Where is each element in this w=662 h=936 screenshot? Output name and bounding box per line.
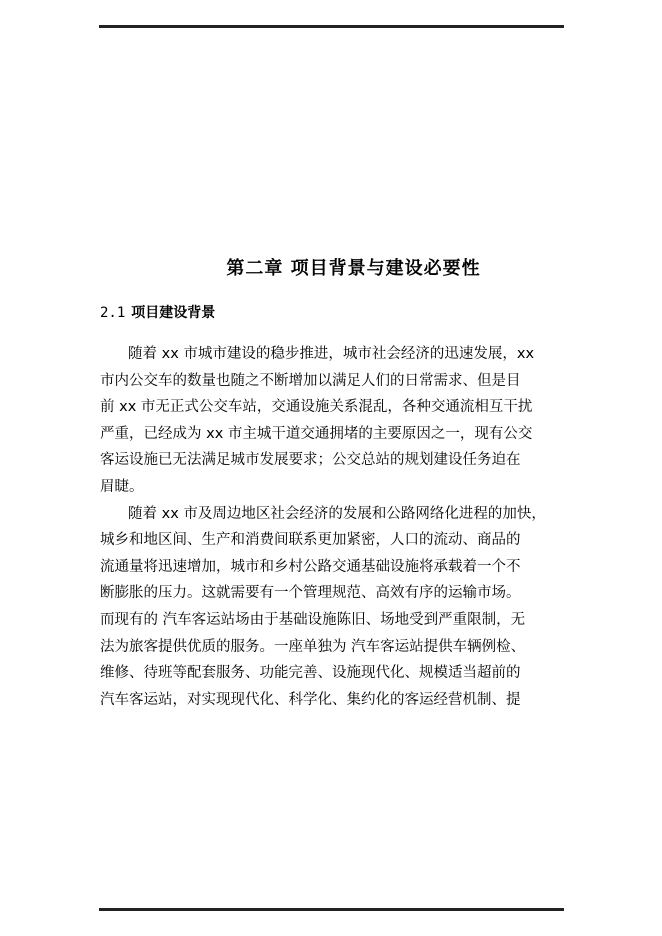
footer-rule (99, 908, 564, 911)
section-title: 项目建设背景 (131, 305, 216, 321)
paragraph-2 (100, 501, 566, 714)
section-number: 2.1 (100, 305, 126, 321)
text-line: 流通量将迅速增加，城市和乡村公路交通基础设施将承载着一个不 (100, 558, 521, 575)
paragraph-1 (100, 341, 566, 501)
header-rule (99, 25, 564, 28)
text-line: 维修、待班等配套服务、功能完善、设施现代化、规模适当超前的 (100, 665, 521, 682)
text-line: 随着 xx 市及周边地区社会经济的发展和公路网络化进程的加快， (128, 505, 546, 522)
text-line: 随着 xx 市城市建设的稳步推进，城市社会经济的迅速发展，xx (128, 346, 535, 362)
text-line: 眉睫。 (100, 478, 144, 495)
text-line: 而现有的 汽车客运站场由于基础设施陈旧、场地受到严重限制，无 (100, 611, 526, 628)
text-line: 断膨胀的压力。这就需要有一个管理规范、高效有序的运输市场。 (100, 585, 521, 602)
text-line: 客运设施已无法满足城市发展要求；公交总站的规划建设任务迫在 (100, 452, 521, 469)
text-line: 严重，已经成为 xx 市主城干道交通拥堵的主要原因之一，现有公交 (100, 425, 533, 442)
text-line: 汽车客运站，对实现现代化、科学化、集约化的客运经营机制、提 (100, 691, 521, 708)
text-line: 法为旅客提供优质的服务。一座单独为 汽车客运站提供车辆例检、 (100, 638, 526, 655)
text-line: 市内公交车的数量也随之不断增加以满足人们的日常需求、但是目 (100, 372, 521, 389)
body-text (100, 341, 566, 713)
section-heading (100, 302, 215, 322)
text-line: 前 xx 市无正式公交车站，交通设施关系混乱，各种交通流相互干扰 (100, 399, 533, 416)
text-line: 城乡和地区间、生产和消费间联系更加紧密，人口的流动、商品的 (100, 532, 521, 549)
chapter-title: 第二章 项目背景与建设必要性 (226, 258, 481, 279)
